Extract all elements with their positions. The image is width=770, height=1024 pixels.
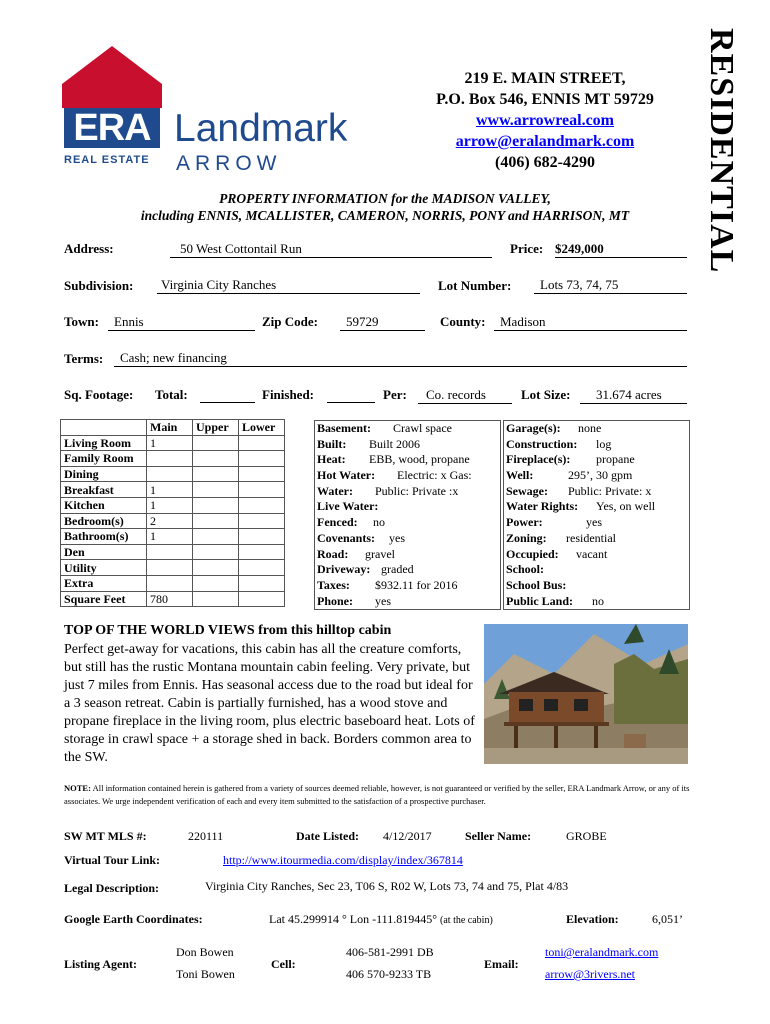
town-value: Ennis — [108, 314, 255, 331]
rooms-row — [61, 544, 285, 560]
date-listed-label: Date Listed: — [296, 829, 359, 843]
coordinates-value — [269, 912, 493, 927]
subtitle-line-1: PROPERTY INFORMATION for the MADISON VALLEY, — [219, 191, 551, 206]
price-value: $249,000 — [555, 241, 687, 258]
legal-description-label: Legal Description: — [64, 881, 159, 895]
detail-label: Occupied: — [506, 546, 559, 561]
lot-size-value: 31.674 acres — [580, 387, 687, 404]
room-lower-count — [239, 575, 285, 591]
elevation-value: 6,051’ — [652, 912, 683, 926]
detail-value: none — [578, 421, 602, 435]
room-upper-count — [193, 482, 239, 498]
detail-value: yes — [375, 593, 391, 608]
detail-value: 295’, 30 gpm — [568, 468, 633, 483]
detail-value: yes — [586, 515, 602, 530]
room-upper-count — [193, 513, 239, 529]
detail-label: Garage(s): — [506, 421, 561, 435]
mls-label: SW MT MLS #: — [64, 829, 147, 843]
room-lower-count — [239, 435, 285, 451]
detail-row — [317, 594, 500, 610]
room-lower-count — [239, 466, 285, 482]
property-info-subtitle — [60, 190, 710, 224]
room-upper-count — [193, 451, 239, 467]
room-main-count: 1 — [147, 435, 193, 451]
side-label-residential: RESIDENTIAL — [703, 28, 740, 274]
room-lower-count — [239, 529, 285, 545]
detail-value: propane — [596, 452, 635, 467]
room-label: Living Room — [61, 435, 147, 451]
detail-label: Fenced: — [317, 515, 358, 530]
disclaimer-note — [64, 782, 694, 808]
detail-label: Covenants: — [317, 530, 376, 545]
detail-value: gravel — [365, 546, 395, 561]
detail-value: Public: Private: x — [568, 483, 652, 498]
rooms-header-lower: Lower — [239, 420, 285, 436]
room-upper-count — [193, 497, 239, 513]
room-main-count — [147, 544, 193, 560]
detail-value: log — [596, 436, 612, 451]
note-text: All information contained herein is gathered from a variety of sources deemed reliable, however, is not guaranteed or verified by the seller, ERA Landmark Arrow, or any of its associates. We urge independent verification of each and every item submitted to the satisfaction of a prospective purchaser. — [64, 783, 690, 806]
era-landmark-logo — [62, 46, 392, 176]
subdivision-label: Subdivision: — [64, 278, 134, 293]
detail-label: Driveway: — [317, 562, 371, 577]
seller-name-value: GROBE — [566, 829, 607, 843]
virtual-tour-label: Virtual Tour Link: — [64, 853, 161, 867]
detail-label: Built: — [317, 436, 347, 451]
cabin-photo — [484, 624, 688, 764]
subdivision-value: Virginia City Ranches — [157, 277, 420, 294]
room-label: Den — [61, 544, 147, 560]
virtual-tour-link[interactable]: http://www.itourmedia.com/display/index/367814 — [223, 853, 463, 867]
subtitle-line-2: including ENNIS, MCALLISTER, CAMERON, NORRIS, PONY and HARRISON, MT — [140, 208, 630, 223]
email-1-link[interactable]: toni@eralandmark.com — [545, 945, 659, 959]
room-label: Utility — [61, 560, 147, 576]
detail-row — [506, 421, 689, 437]
price-label: Price: — [510, 241, 544, 256]
county-value: Madison — [494, 314, 687, 331]
lot-size-label: Lot Size: — [521, 387, 571, 402]
terms-label: Terms: — [64, 351, 104, 366]
office-street: 219 E. MAIN STREET, — [464, 70, 626, 87]
headline: TOP OF THE WORLD VIEWS from this hilltop cabin — [64, 623, 392, 638]
detail-label: Public Land: — [506, 593, 574, 608]
terms-value: Cash; new financing — [114, 350, 687, 367]
room-upper-count — [193, 435, 239, 451]
total-value — [200, 387, 255, 403]
town-label: Town: — [64, 314, 99, 329]
room-lower-count — [239, 544, 285, 560]
agent-2-name: Toni Bowen — [176, 967, 235, 981]
room-main-count: 1 — [147, 529, 193, 545]
detail-row — [317, 421, 500, 437]
rooms-header-main: Main — [147, 420, 193, 436]
rooms-row — [61, 560, 285, 576]
detail-row — [317, 562, 500, 578]
elevation-label: Elevation: — [566, 912, 619, 926]
detail-label: Water: — [317, 483, 353, 498]
detail-row — [317, 547, 500, 563]
legal-description-value: Virginia City Ranches, Sec 23, T06 S, R02 W, Lots 73, 74 and 75, Plat 4/83 — [205, 879, 569, 893]
zip-value: 59729 — [340, 314, 425, 331]
room-upper-count — [193, 591, 239, 607]
mls-value: 220111 — [188, 829, 224, 843]
email-label: Email: — [484, 957, 519, 971]
room-main-count: 780 — [147, 591, 193, 607]
detail-label: Hot Water: — [317, 468, 376, 483]
coordinates-note: (at the cabin) — [440, 915, 493, 926]
room-label: Family Room — [61, 451, 147, 467]
detail-label: Live Water: — [317, 499, 379, 514]
real-estate-text: REAL ESTATE — [64, 154, 150, 166]
detail-row — [506, 484, 689, 500]
address-value: 50 West Cottontail Run — [170, 241, 492, 258]
detail-row — [317, 515, 500, 531]
details-right-list — [504, 421, 689, 609]
detail-row — [506, 531, 689, 547]
coordinates-label: Google Earth Coordinates: — [64, 912, 203, 926]
detail-value: EBB, wood, propane — [369, 452, 470, 467]
detail-value: graded — [381, 562, 414, 577]
room-main-count: 1 — [147, 482, 193, 498]
room-upper-count — [193, 544, 239, 560]
detail-row — [506, 499, 689, 515]
detail-value: Yes, on well — [596, 499, 656, 514]
rooms-row — [61, 482, 285, 498]
room-label: Kitchen — [61, 497, 147, 513]
detail-row — [317, 484, 500, 500]
date-listed-value: 4/12/2017 — [383, 829, 432, 843]
detail-row — [317, 437, 500, 453]
detail-label: Heat: — [317, 452, 346, 467]
rooms-header-upper: Upper — [193, 420, 239, 436]
room-main-count — [147, 575, 193, 591]
house-roof-icon — [62, 46, 162, 108]
detail-value: no — [373, 515, 385, 530]
arrow-text: ARROW — [176, 152, 282, 175]
rooms-row — [61, 435, 285, 451]
per-value: Co. records — [418, 387, 512, 404]
detail-label: Sewage: — [506, 483, 548, 498]
per-label: Per: — [383, 387, 407, 402]
agent-1-name: Don Bowen — [176, 945, 234, 959]
rooms-header-blank — [61, 420, 147, 436]
detail-label: Phone: — [317, 593, 353, 608]
room-lower-count — [239, 560, 285, 576]
details-mid-column — [314, 420, 501, 610]
office-address-block — [400, 68, 690, 173]
room-label: Bathroom(s) — [61, 529, 147, 545]
room-label: Breakfast — [61, 482, 147, 498]
room-lower-count — [239, 497, 285, 513]
rooms-table-body — [61, 420, 285, 607]
detail-row — [317, 468, 500, 484]
office-phone: (406) 682-4290 — [495, 154, 595, 171]
room-main-count — [147, 560, 193, 576]
room-main-count: 2 — [147, 513, 193, 529]
room-upper-count — [193, 466, 239, 482]
room-main-count: 1 — [147, 497, 193, 513]
detail-value: $932.11 for 2016 — [375, 577, 458, 592]
room-upper-count — [193, 575, 239, 591]
detail-label: Road: — [317, 546, 349, 561]
detail-value: Electric: x Gas: — [397, 468, 472, 483]
description-body: Perfect get-away for vacations, this cabin has all the creature comforts, but still has the rustic Montana mountain cabin feeling. Very private, but just 7 miles from Ennis. Has seasonal access due to the road but ideal for a 3 season retreat. Cabin is partially furnished, has a wood stove and propane fireplace in the living room, plus electric baseboard heat. Lots of storage in crawl space + a storage shed in back. Borders common area to the SW. — [64, 642, 475, 765]
detail-label: Zoning: — [506, 530, 547, 545]
detail-label: Power: — [506, 515, 543, 530]
details-mid-list — [315, 421, 500, 609]
detail-row — [506, 547, 689, 563]
detail-label: Construction: — [506, 436, 578, 451]
email-2-link[interactable]: arrow@3rivers.net — [545, 967, 636, 981]
detail-value: yes — [389, 530, 405, 545]
room-lower-count — [239, 591, 285, 607]
detail-value: residential — [566, 530, 616, 545]
room-label: Square Feet — [61, 591, 147, 607]
room-label: Extra — [61, 575, 147, 591]
room-label: Dining — [61, 466, 147, 482]
coordinates-text: Lat 45.299914 ° Lon -111.819445° — [269, 912, 441, 926]
lot-number-value: Lots 73, 74, 75 — [534, 277, 687, 294]
detail-row — [506, 437, 689, 453]
room-lower-count — [239, 482, 285, 498]
office-po-box: P.O. Box 546, ENNIS MT 59729 — [436, 91, 654, 108]
listing-agent-label: Listing Agent: — [64, 957, 138, 971]
detail-row — [506, 515, 689, 531]
detail-label: Fireplace(s): — [506, 452, 571, 467]
rooms-row — [61, 451, 285, 467]
room-lower-count — [239, 451, 285, 467]
detail-row — [317, 499, 500, 515]
detail-value: vacant — [576, 546, 608, 561]
detail-row — [506, 562, 689, 578]
detail-row — [506, 578, 689, 594]
era-text: ERA — [64, 108, 160, 148]
details-right-column — [503, 420, 690, 610]
cell-1: 406-581-2991 DB — [346, 945, 434, 959]
room-main-count — [147, 466, 193, 482]
rooms-row — [61, 591, 285, 607]
finished-label: Finished: — [262, 387, 315, 402]
rooms-table — [60, 419, 285, 607]
detail-value: Crawl space — [393, 421, 452, 435]
county-label: County: — [440, 314, 486, 329]
detail-value: no — [592, 593, 604, 608]
detail-label: Taxes: — [317, 577, 350, 592]
detail-row — [506, 468, 689, 484]
finished-value — [327, 387, 375, 403]
detail-row — [317, 578, 500, 594]
office-website-link[interactable]: www.arrowreal.com — [475, 112, 615, 129]
zip-label: Zip Code: — [262, 314, 318, 329]
rooms-header-row — [61, 420, 285, 436]
room-upper-count — [193, 529, 239, 545]
detail-row — [317, 452, 500, 468]
sq-footage-label: Sq. Footage: — [64, 387, 134, 402]
cell-label: Cell: — [271, 957, 296, 971]
detail-label: School Bus: — [506, 577, 567, 592]
rooms-row — [61, 497, 285, 513]
rooms-row — [61, 529, 285, 545]
detail-label: School: — [506, 562, 545, 577]
detail-value: Public: Private :x — [375, 483, 459, 498]
rooms-row — [61, 513, 285, 529]
room-main-count — [147, 451, 193, 467]
cabin-illustration — [484, 624, 688, 764]
detail-row — [506, 452, 689, 468]
note-label: NOTE: — [64, 783, 91, 793]
detail-label: Basement: — [317, 421, 371, 435]
cell-2: 406 570-9233 TB — [346, 967, 432, 981]
detail-label: Water Rights: — [506, 499, 579, 514]
detail-row — [506, 594, 689, 610]
address-label: Address: — [64, 241, 114, 256]
room-lower-count — [239, 513, 285, 529]
seller-name-label: Seller Name: — [465, 829, 532, 843]
detail-row — [317, 531, 500, 547]
rooms-row — [61, 466, 285, 482]
room-label: Bedroom(s) — [61, 513, 147, 529]
landmark-text: Landmark — [174, 107, 348, 150]
room-upper-count — [193, 560, 239, 576]
rooms-row — [61, 575, 285, 591]
lot-number-label: Lot Number: — [438, 278, 512, 293]
detail-value: Built 2006 — [369, 436, 421, 451]
office-email-link[interactable]: arrow@eralandmark.com — [455, 133, 635, 150]
total-label: Total: — [155, 387, 188, 402]
detail-label: Well: — [506, 468, 534, 483]
